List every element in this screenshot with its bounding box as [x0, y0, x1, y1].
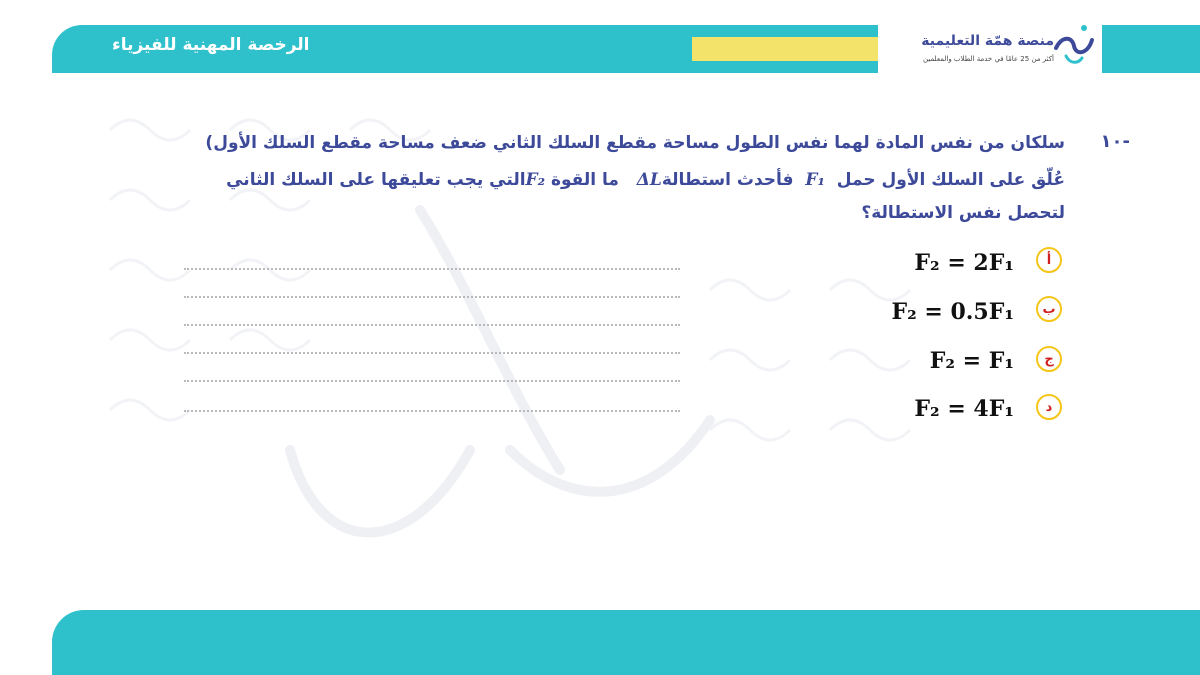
symbol-f2: F₂ — [525, 170, 546, 190]
page-title: الرخصة المهنية للفيزياء — [112, 35, 310, 55]
question-text-part: التي يجب تعليقها على السلك الثاني — [226, 170, 526, 190]
question-number: -١٠ — [1100, 131, 1130, 152]
logo-icon — [1048, 18, 1098, 68]
option-c-marker[interactable]: ج — [1036, 346, 1062, 372]
option-b-formula[interactable]: F₂ = 0.5F₁ — [891, 299, 1014, 325]
question-text-part: عُلّق على السلك الأول حمل — [836, 170, 1065, 190]
answer-line — [184, 380, 680, 382]
logo-name: منصة همّة التعليمية — [921, 33, 1054, 49]
question-line-3: لتحصل نفس الاستطالة؟ — [861, 203, 1065, 223]
answer-line — [184, 410, 680, 412]
option-a-marker[interactable]: أ — [1036, 247, 1062, 273]
question-text-part: فأحدث استطالة — [661, 170, 794, 190]
symbol-delta-l: ΔL — [636, 170, 662, 190]
symbol-f1: F₁ — [805, 170, 825, 190]
footer-bar — [52, 610, 1200, 675]
answer-line — [184, 324, 680, 326]
option-a-formula[interactable]: F₂ = 2F₁ — [914, 250, 1014, 276]
option-d-formula[interactable]: F₂ = 4F₁ — [914, 396, 1014, 422]
option-c-formula[interactable]: F₂ = F₁ — [929, 348, 1014, 374]
answer-line — [184, 296, 680, 298]
header-right-segment — [1102, 25, 1200, 73]
question-line-1: سلكان من نفس المادة لهما نفس الطول مساحة مقطع السلك الثاني ضعف مساحة مقطع السلك الأول) — [205, 133, 1065, 153]
header-highlight-strip — [692, 37, 878, 61]
question-line-2 — [226, 170, 1065, 190]
option-b-marker[interactable]: ب — [1036, 296, 1062, 322]
answer-line — [184, 268, 680, 270]
option-d-marker[interactable]: د — [1036, 394, 1062, 420]
question-text-part: ما القوة — [550, 170, 619, 190]
logo-tagline: أكثر من 25 عامًا في خدمة الطلاب والمعلمين — [923, 55, 1054, 63]
answer-line — [184, 352, 680, 354]
